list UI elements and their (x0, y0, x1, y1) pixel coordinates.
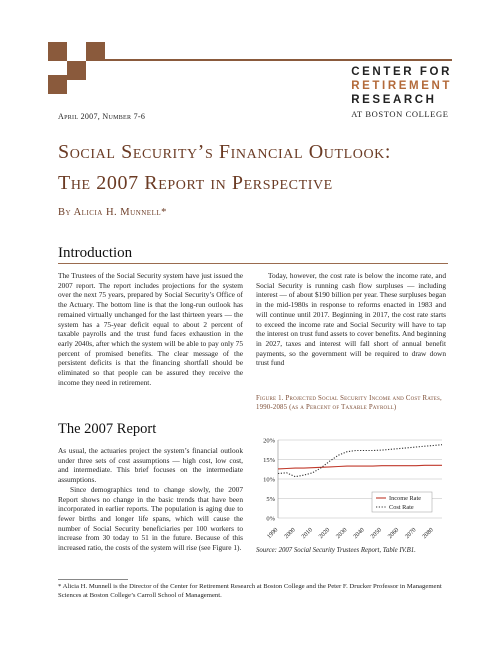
right-column-paragraph (256, 271, 446, 368)
footnote: * Alicia H. Munnell is the Director of the Center for Retirement Research at Boston College and the Peter F. Drucker Professor in Management Sciences at Boston College’s Carroll School of Management. (58, 583, 442, 599)
byline: By Alicia H. Munnell* (58, 207, 167, 218)
org-line-4: AT BOSTON COLLEGE (351, 109, 449, 119)
source-label: Source: (256, 547, 277, 554)
x-tick-label: 2060 (386, 526, 401, 541)
x-tick-label: 1990 (265, 526, 280, 541)
report-paragraphs (58, 446, 243, 553)
footnote-rule (58, 579, 128, 580)
figure-caption: Figure 1. Projected Social Security Income and Cost Rates, 1990-2085 (as a Percent of Taxable Payroll) (256, 395, 442, 411)
report-paragraph-2: Since demographics tend to change slowly, the 2007 Report shows no change in the basic trends that have been incorporated in earlier reports. The population is aging due to fewer births and longer life spans, which will cause the number of Social Security beneficiaries per 100 workers to increase from 30 today to 51 in the future. Because of this increased ratio, the costs of the system will rise (see Figure 1). (58, 484, 243, 553)
section-heading-introduction: Introduction (58, 245, 133, 261)
chart-x-ticks (266, 526, 435, 540)
header-rule (104, 59, 452, 61)
section-rule (58, 263, 448, 264)
page-title (58, 137, 478, 199)
x-tick-label: 2010 (300, 526, 314, 541)
y-tick-label: 20% (263, 437, 275, 445)
x-tick-label: 2050 (369, 526, 383, 541)
org-line-2: RETIREMENT (351, 80, 452, 92)
org-line-1: CENTER FOR (351, 66, 452, 78)
issue-label: April 2007, Number 7-6 (58, 112, 146, 121)
series-line-income-rate (278, 465, 442, 469)
org-line-3: RESEARCH (351, 94, 437, 106)
x-tick-label: 2000 (282, 526, 297, 541)
chart-lines (278, 445, 442, 477)
chart-y-ticks (263, 438, 276, 523)
x-tick-label: 2030 (334, 526, 349, 541)
title-line-1: Social Security’s Financial Outlook: (58, 141, 392, 163)
figure-source (256, 547, 448, 554)
chart-legend (372, 492, 432, 512)
logo-squares (48, 42, 104, 94)
series-line-cost-rate (278, 445, 442, 477)
report-paragraph-1: As usual, the actuaries project the system’s financial outlook under three sets of cost assumptions — high cost, low cost, and intermediate. This brief focuses on the intermediate assumptions. (58, 446, 243, 485)
intro-text: The Trustees of the Social Security system have just issued the 2007 report. The report includes projections for the system over the next 75 years, prepared by Social Security’s Office of the Actuary. The bottom line is that the long-run outlook has remained virtually unchanged for the last thirteen years — the system has a 75-year deficit equal to about 2 percent of taxable payrolls and the trust fund faces exhaustion in the early 2040s, after which the system will be able to pay only 75 percent of promised benefits. The clear message of the persistent deficits is that the financing shortfall should be eliminated so that people can be assured they receive the income they need in retirement. (58, 271, 243, 387)
x-tick-label: 2040 (352, 526, 366, 541)
source-text: 2007 Social Security Trustees Report, Table IV.B1. (278, 547, 416, 554)
x-tick-label: 2070 (403, 526, 418, 541)
y-tick-label: 15% (263, 457, 275, 464)
y-tick-label: 0% (266, 515, 275, 523)
legend-label: Income Rate (389, 495, 421, 503)
intro-paragraph (58, 271, 243, 387)
x-tick-label: 2020 (317, 526, 332, 541)
organization-logo (351, 66, 452, 119)
y-tick-label: 5% (266, 496, 275, 503)
y-tick-label: 10% (263, 476, 275, 484)
title-line-2: The 2007 Report in Perspective (58, 172, 333, 194)
x-tick-label: 2080 (421, 526, 435, 541)
section-heading-2007-report: The 2007 Report (58, 421, 157, 437)
figure-1-chart (256, 432, 448, 544)
legend-label: Cost Rate (389, 504, 414, 512)
right-column-text: Today, however, the cost rate is below the income rate, and Social Security is running cash flow surpluses — including interest — of about $190 billion per year. These surpluses began in the mid-1980s in response to reforms enacted in 1983 and will continue until 2017. Beginning in 2017, the cost rate starts to exceed the income rate and Social Security will have to tap the interest on trust fund assets to cover benefits. And beginning in 2027, taxes and interest will fall short of annual benefit payments, so the government will be required to draw down trust fund (256, 271, 446, 368)
